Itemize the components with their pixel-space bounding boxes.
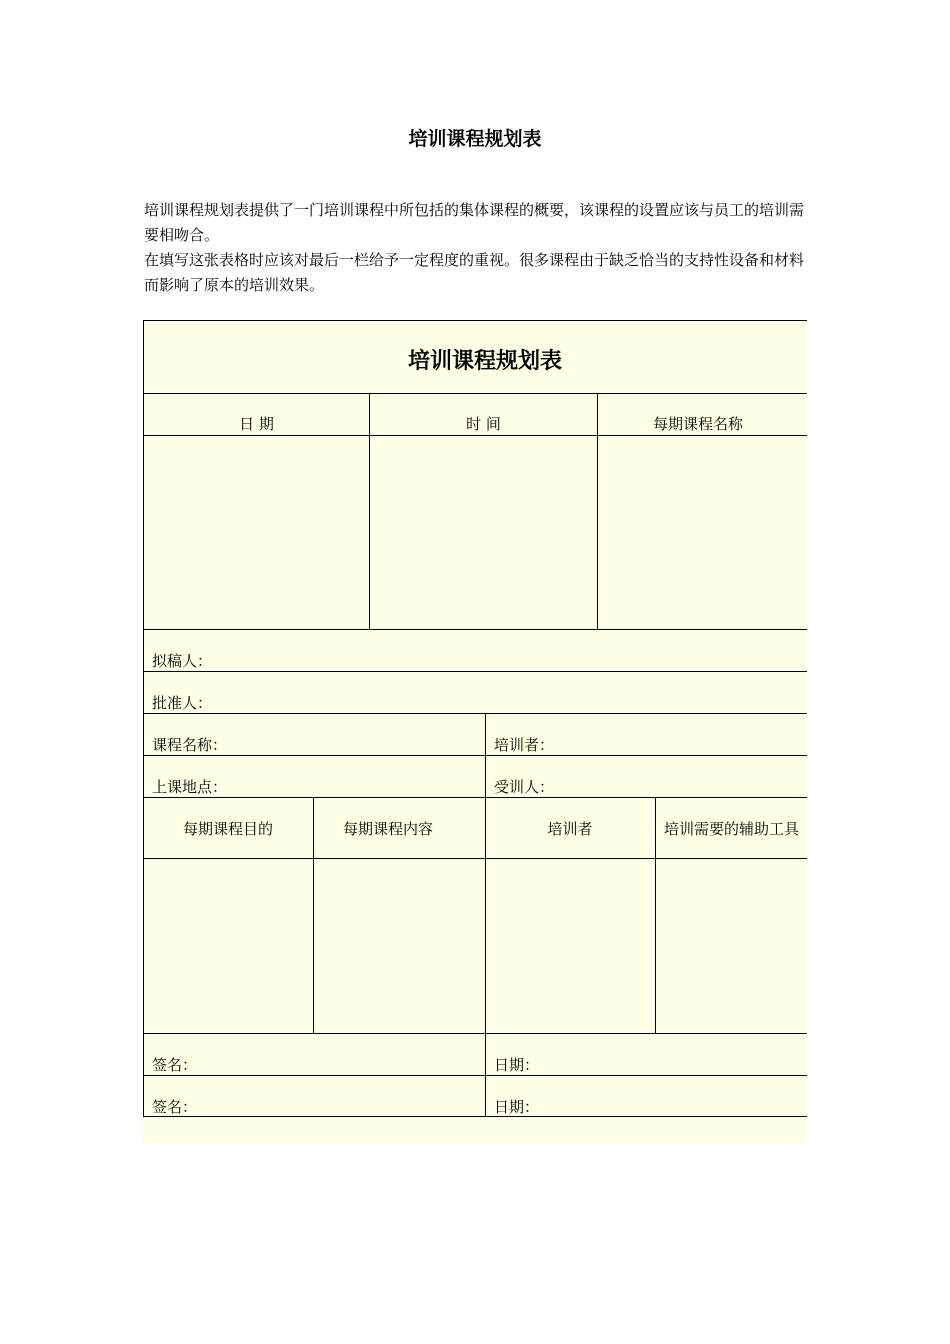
divider-location [143,797,807,798]
header-session-name: 每期课程名称 [652,415,743,433]
document-title: 培训课程规划表 [408,128,542,150]
form-border-top [143,320,807,321]
divider-schedule-body [143,629,807,630]
divider-info-middle [485,713,486,797]
date-label-1: 日期： [494,1056,540,1074]
divider-signature-middle [485,1033,486,1116]
trainer-label: 培训者： [494,736,555,754]
date-label-2: 日期： [494,1098,540,1116]
divider-schedule-header [143,435,807,436]
divider-signature-2 [143,1116,807,1117]
divider-detail-header [143,858,807,859]
divider-detail-col-2 [485,797,486,1033]
divider-title [143,393,807,394]
location-label: 上课地点： [152,778,228,796]
divider-drafter [143,671,807,672]
form-title: 培训课程规划表 [407,348,562,374]
divider-signature-1 [143,1075,807,1076]
header-session-content: 每期课程内容 [342,820,433,838]
divider-detail-col-1 [313,797,314,1033]
intro-text [144,198,814,298]
signature-label-1: 签名： [152,1056,198,1074]
drafter-label: 拟稿人： [152,652,213,670]
divider-schedule-col-2 [597,393,598,629]
intro-paragraph-2: 在填写这张表格时应该对最后一栏给予一定程度的重视。很多课程由于缺乏恰当的支持性设备和材料而影响了原本的培训效果。 [144,251,805,294]
intro-paragraph-1: 培训课程规划表提供了一门培训课程中所包括的集体课程的概要，该课程的设置应该与员工的培训需要相吻合。 [144,201,805,244]
header-session-purpose: 每期课程目的 [182,820,273,838]
divider-detail-body [143,1033,807,1034]
approver-label: 批准人： [152,694,213,712]
header-trainer: 培训者 [547,820,593,838]
divider-course-name [143,755,807,756]
training-plan-form [143,320,807,1144]
signature-label-2: 签名： [152,1098,198,1116]
form-border-left [143,320,144,1116]
divider-schedule-col-1 [369,393,370,629]
course-name-label: 课程名称： [152,736,228,754]
header-date: 日 期 [239,415,274,433]
divider-detail-col-3 [655,797,656,1033]
header-time: 时 间 [466,415,501,433]
divider-approver [143,713,807,714]
header-aux-tools: 培训需要的辅助工具 [664,820,800,838]
trainee-label: 受训人： [494,778,555,796]
